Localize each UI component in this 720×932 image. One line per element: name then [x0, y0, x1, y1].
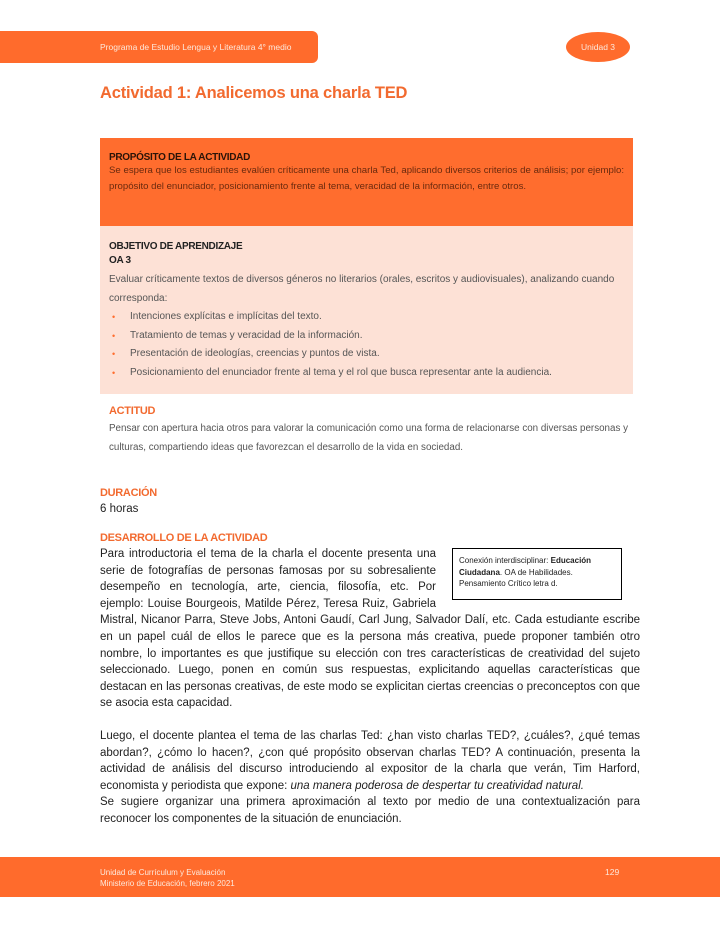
- objective-list: [109, 308, 624, 382]
- paragraph-2-text: Luego, el docente plantea el tema de las charlas Ted: ¿han visto charlas TED?, ¿cuáles?, ¿qué temas abordan?, ¿cómo lo hacen?, ¿con qué propósito observan charlas TED? A continuación, presenta la actividad de análisis del discurso introduciendo al expositor de la charla que verán, Tim Harford, economista y periodista que expone:: [100, 729, 640, 792]
- development-paragraph-3: Se sugiere organizar una primera aproximación al texto por medio de una contextualización para reconocer los componentes de la situación de enunciación.: [100, 796, 640, 825]
- duration-value: 6 horas: [100, 503, 139, 515]
- footer-bar: [0, 857, 720, 897]
- bullet-icon: •: [112, 312, 116, 322]
- bullet-icon: •: [112, 349, 116, 359]
- purpose-box: [100, 138, 633, 226]
- attitude-heading: ACTITUD: [109, 405, 156, 417]
- development-section: [100, 530, 640, 828]
- unit-badge: Unidad 3: [566, 32, 630, 62]
- list-item-text: Posicionamiento del enunciador frente al tema y el rol que busca representar ante la audiencia.: [130, 366, 552, 378]
- note-prefix: Conexión interdisciplinar:: [459, 556, 551, 565]
- program-title: Programa de Estudio Lengua y Literatura 4° medio: [100, 42, 292, 52]
- note-bold: Educación Ciudadana: [459, 556, 592, 577]
- purpose-heading: PROPÓSITO DE LA ACTIVIDAD: [109, 152, 251, 163]
- duration-section: [100, 485, 157, 517]
- objective-code: OA 3: [109, 255, 131, 266]
- objective-text: Evaluar críticamente textos de diversos géneros no literarios (orales, escritos y audiovisuales), analizando cuando corresponda:: [109, 274, 615, 304]
- note-suffix: . OA de Habilidades. Pensamiento Crítico letra d.: [459, 567, 573, 588]
- list-item-text: Tratamiento de temas y veracidad de la información.: [130, 329, 363, 341]
- page-title: Actividad 1: Analicemos una charla TED: [100, 84, 408, 102]
- talk-title: una manera poderosa de despertar tu creatividad natural.: [290, 779, 584, 792]
- objective-box: [100, 226, 633, 394]
- list-item: [109, 364, 624, 383]
- objective-heading: OBJETIVO DE APRENDIZAJE: [109, 241, 243, 252]
- list-item-text: Intenciones explícitas e implícitas del texto.: [130, 311, 322, 322]
- development-paragraph-2: [100, 728, 640, 794]
- page-number: 129: [605, 867, 620, 877]
- list-item: [109, 308, 624, 327]
- footer-line-2: Ministerio de Educación, febrero 2021: [100, 879, 235, 888]
- bullet-icon: •: [112, 330, 116, 341]
- list-item-text: Presentación de ideologías, creencias y puntos de vista.: [130, 348, 380, 359]
- purpose-text: Se espera que los estudiantes evalúen críticamente una charla Ted, aplicando diversos criterios de análisis; por ejemplo: propósito del enunciador, posicionamiento frente al tema, veracidad de la información, entre otros.: [109, 165, 624, 192]
- interdisciplinary-note: [452, 548, 622, 600]
- footer-line-1: Unidad de Currículum y Evaluación: [100, 868, 226, 877]
- program-header-bar: [0, 31, 318, 63]
- list-item: [109, 327, 624, 346]
- attitude-text: Pensar con apertura hacia otros para valorar la comunicación como una forma de relacionarse con diversas personas y culturas, compartiendo ideas que favorezcan el desarrollo de la vida en sociedad.: [109, 423, 628, 453]
- duration-heading: DURACIÓN: [100, 487, 157, 499]
- development-heading: DESARROLLO DE LA ACTIVIDAD: [100, 532, 268, 544]
- bullet-icon: •: [112, 367, 116, 378]
- development-paragraph-1: Para introductoria el tema de la charla el docente presenta una serie de fotografías de personas famosas por su sobresaliente desempeño en tecnología, arte, ciencia, filosofía, etc. Por ejemplo: Louise Bourgeois, Matilde Pérez, Teresa Ruiz, Gabriela Mistral, Nicanor Parra, Steve Jobs, Antoni Gaudí, Carl Jung, Salvador Dalí, etc. Cada estudiante escribe en un papel cuál de ellos le parece que es la persona más creativa, puede proponer también otro nombre, lo importantes es que justifique su elección con tres características de creatividad del sujeto seleccionado. Luego, ponen en común sus respuestas, explicitando aquellas características que destacan en las personas creativas, de este modo se explicitan ciertas creencias o preconceptos con que se asocia esta capacidad.: [100, 548, 640, 710]
- list-item: [109, 345, 624, 364]
- attitude-section: [109, 403, 629, 457]
